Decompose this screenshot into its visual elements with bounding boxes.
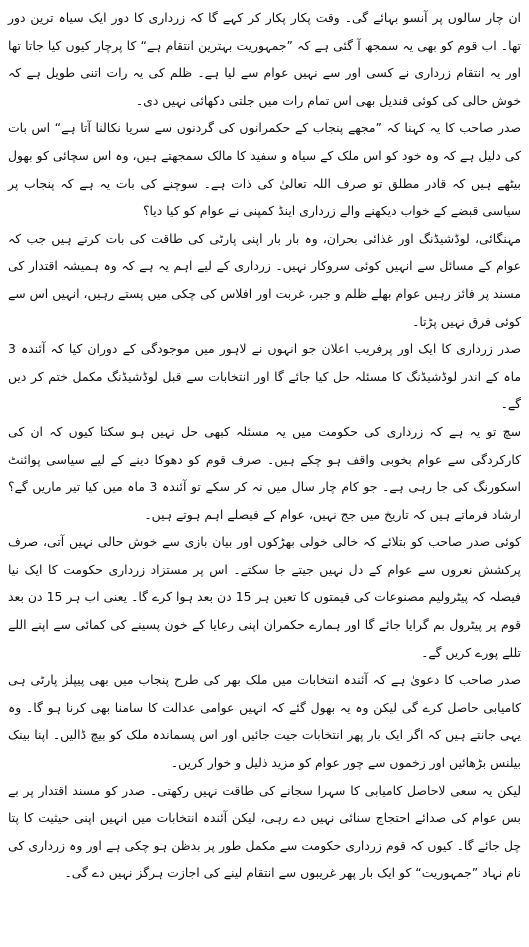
article-paragraph: کوئی صدر صاحب کو بتلائے کہ خالی خولی بھڑکوں اور بیان بازی سے خوش حالی نہیں آتی، صرف پرکشش نعروں سے عوام کے دل نہیں جیتے جا سکتے۔ اس پر مستزاد زرداری حکومت کا ایک نیا فیصلہ کہ پیٹرولیم مصنوعات کی قیمتوں کا تعین ہر 15 دن بعد ہوا کرے گا۔ یعنی اب ہر 15 دن بعد قوم پر پیٹرول بم گرایا جائے گا اور ہمارے حکمران اپنی رعایا کے خون پسینے کی کمائی سے اپنے اللے تللے پورے کریں گے۔ [8, 534, 521, 660]
article-paragraph: لیکن یہ سعی لاحاصل کامیابی کا سہرا سجانے کی طاقت نہیں رکھتی۔ صدر کو مسند اقتدار پر بے بس عوام کی صدائے احتجاج سنائی نہیں دے رہی، لیکن آئندہ انتخابات میں انہیں اپنی حیثیت کا پتا چل جائے گا۔ کیوں کہ قوم زرداری حکومت سے مکمل طور پر بدظن ہو چکی ہے اور وہ زرداری کی نام نہاد ”جمہوریت“ کو ایک بار پھر غریبوں سے انتقام لینے کی اجازت ہرگز نہیں دے گی۔ [8, 782, 521, 881]
article-paragraph: ان چار سالوں پر آنسو بہائے گی۔ وقت پکار پکار کر کہے گا کہ زرداری کا دور ایک سیاہ ترین دور تھا۔ اب قوم کو بھی یہ سمجھ آ گئی ہے کہ ”جمہوریت بہترین انتقام ہے“ کا پرچار کیوں کیا جاتا تھا اور یہ انتقام زرداری نے کسی اور سے نہیں عوام سے لیا ہے۔ ظلم کی یہ رات اتنی طویل ہے کہ خوش حالی کی کوئی قندیل بھی اس تمام رات میں جلتی دکھائی نہیں دی۔ [8, 10, 521, 108]
article-paragraph: صدر صاحب کا یہ کہنا کہ ”مجھے پنجاب کے حکمرانوں کی گردنوں سے سریا نکالنا آتا ہے“ اس بات کی دلیل ہے کہ وہ خود کو اس ملک کے سیاہ و سفید کا مالک سمجھتے ہیں، وہ اس سچائی کو بھول بیٹھے ہیں کہ قادر مطلق تو صرف اللہ تعالیٰ کی ذات ہے۔ سوچنے کی بات یہ ہے کہ پنجاب پر سیاسی قبضے کے خواب دیکھنے والے زرداری اینڈ کمپنی نے عوام کو کیا دیا؟ [8, 120, 521, 219]
article-paragraph: صدر صاحب کا دعویٰ ہے کہ آئندہ انتخابات میں ملک بھر کی طرح پنجاب میں بھی پیپلز پارٹی ہی کامیابی حاصل کرے گی لیکن وہ یہ بھول گئے کہ انہیں عوامی عدالت کا سامنا بھی کرنا ہو گا۔ وہ یہی جانتے ہیں کہ اگر ایک بار پھر انتخابات جیت جائیں اور اس پسماندہ ملک کو بیچ ڈالیں۔ اپنا بینک بیلنس بڑھائیں اور زخموں سے چور عوام کو مزید ذلیل و خوار کریں۔ [8, 672, 521, 771]
article-paragraph: صدر زرداری کا ایک اور پرفریب اعلان جو انہوں نے لاہور میں موجودگی کے دوران کیا کہ آئندہ 3 ماہ کے اندر لوڈشیڈنگ کا مسئلہ حل کیا جائے گا اور انتخابات سے قبل لوڈشیڈنگ مکمل ختم کر دیں گے۔ [8, 341, 521, 412]
article-paragraph: سچ تو یہ ہے کہ زرداری کی حکومت میں یہ مسئلہ کبھی حل نہیں ہو سکتا کیوں کہ ان کی کارکردگی سے عوام بخوبی واقف ہو چکے ہیں۔ صرف قوم کو دھوکا دینے کے لیے سیاسی پوائنٹ اسکورنگ کی جا رہی ہے۔ جو کام چار سال میں نہ کر سکے تو آئندہ 3 ماہ میں کیا تیر ماریں گے؟ ارشاد فرماتے ہیں کہ تاریخ میں جج نہیں، عوام کے فیصلے اہم ہوتے ہیں۔ [8, 423, 521, 522]
article-paragraph: مہنگائی، لوڈشیڈنگ اور غذائی بحران، وہ بار بار اپنی پارٹی کی طاقت کی بات کرتے ہیں جب کہ عوام کے مسائل سے انہیں کوئی سروکار نہیں۔ زرداری کے لیے اہم یہ ہے کہ وہ ہمیشہ اقتدار کی مسند پر فائز رہیں عوام بھلے ظلم و جبر، غربت اور افلاس کی چکی میں پستے رہیں، انہیں اس سے کوئی فرق نہیں پڑتا۔ [8, 230, 521, 329]
